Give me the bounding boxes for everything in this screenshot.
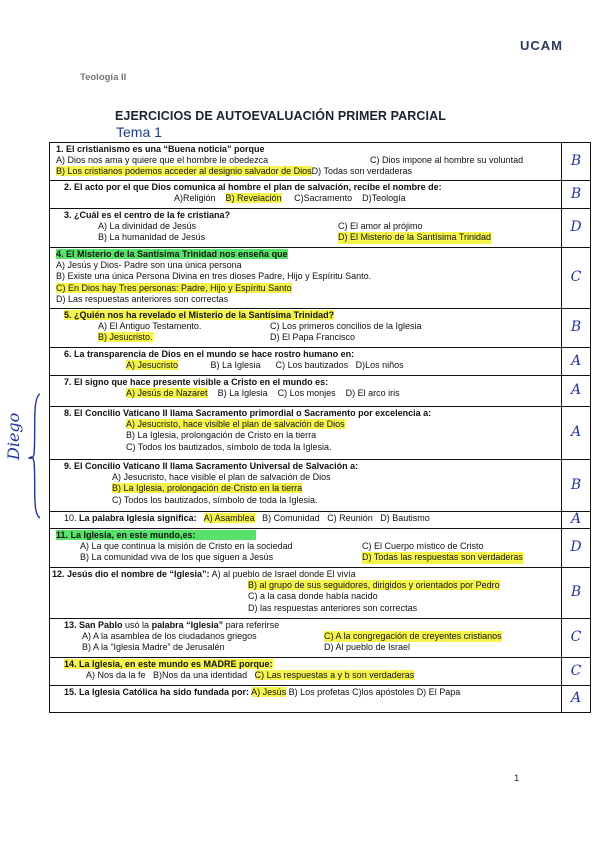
option-a: A) Asamblea xyxy=(203,513,255,523)
question-11 xyxy=(50,529,590,568)
question-stem: 4. El Misterio de la Santísima Trinidad nos enseña que xyxy=(56,249,288,259)
option-d: D) El Misterio de la Santísima Trinidad xyxy=(338,232,492,243)
option-b-row xyxy=(56,483,554,494)
margin-brace-icon xyxy=(28,392,42,520)
option-a: A) Jesucristo, hace visible el plan de salvación de Dios xyxy=(126,419,345,430)
question-stem: 8. El Concilio Vaticano II llama Sacramento primordial o Sacramento por excelencia a: xyxy=(64,408,432,418)
quiz-table xyxy=(49,142,591,713)
options-row xyxy=(56,360,554,371)
handwritten-answer: A xyxy=(561,686,590,712)
options-row xyxy=(56,670,554,681)
options-row xyxy=(56,232,554,243)
option-a: A)Religión xyxy=(174,193,216,204)
question-stem: 5. ¿Quién nos ha revelado el Misterio de la Santísima Trinidad? xyxy=(64,310,335,320)
question-stem: 6. La transparencia de Dios en el mundo se hace rostro humano en: xyxy=(64,349,355,359)
options-row xyxy=(56,541,554,552)
option-c: C) Los monjes xyxy=(277,388,336,399)
option-a: A) La que continua la misión de Cristo en la sociedad xyxy=(80,541,293,552)
question-stem: 12. Jesús dio el nombre de “Iglesia”: xyxy=(52,569,210,579)
option-c-row xyxy=(56,283,554,294)
handwritten-answer: D xyxy=(561,209,590,247)
option-c: C) En Dios hay Tres personas: Padre, Hijo y Espíritu Santo xyxy=(56,282,292,293)
question-9 xyxy=(50,460,590,512)
option-b: B) La Iglesia, prolongación de Cristo en la tierra xyxy=(126,430,317,441)
option-b: B) La Iglesia, prolongación de Cristo en la tierra xyxy=(112,483,303,494)
question-stem: 1. El cristianismo es una “Buena noticia” porque xyxy=(56,144,265,154)
question-3 xyxy=(50,209,590,248)
option-a: A) Jesús xyxy=(251,687,287,697)
option-d: D) Al pueblo de Israel xyxy=(324,642,411,653)
options-row xyxy=(56,221,554,232)
option-b: B) al grupo de sus seguidores, dirigidos y orientados por Pedro xyxy=(248,580,500,591)
handwritten-answer: C xyxy=(561,658,590,685)
question-1 xyxy=(50,143,590,181)
question-stem: 13. San Pablo usó la palabra “Iglesia” para referirse xyxy=(64,620,280,630)
option-d: D)Los niños xyxy=(355,360,404,371)
option-c: C) Los primeros concilios de la Iglesia xyxy=(270,321,422,332)
handwritten-answer: C xyxy=(561,248,590,308)
options-row xyxy=(56,193,554,204)
question-8 xyxy=(50,407,590,460)
option-d: D) Todas son verdaderas xyxy=(311,166,413,177)
option-b: B) La Iglesia xyxy=(210,360,261,371)
handwritten-answer: C xyxy=(561,619,590,657)
options-row xyxy=(56,631,554,642)
question-2 xyxy=(50,181,590,209)
option-c: C) a la casa donde había nacido xyxy=(248,591,378,602)
option-a: A) El Antiguo Testamento. xyxy=(98,321,202,332)
option-d: D) Bautismo xyxy=(380,513,430,523)
option-d: D) El Papa Francisco xyxy=(270,332,356,343)
option-c: C) Dios impone al hombre su voluntad xyxy=(370,155,524,166)
option-b: B) Jesucristo. xyxy=(98,332,153,343)
option-a: A) La divinidad de Jesús xyxy=(98,221,197,232)
handwritten-answer: A xyxy=(561,376,590,406)
option-b-row xyxy=(52,580,554,591)
margin-handwritten-note: Diego xyxy=(4,412,23,460)
option-a: A) Jesucristo xyxy=(126,360,179,371)
option-a: A) Jesús de Nazaret xyxy=(126,388,208,399)
question-stem: 9. El Concilio Vaticano II llama Sacramento Universal de Salvación a: xyxy=(64,461,359,471)
handwritten-answer: D xyxy=(561,529,590,567)
option-b: B) Los profetas xyxy=(288,687,350,697)
question-14 xyxy=(50,658,590,686)
question-stem: 2. El acto por el que Dios comunica al hombre el plan de salvación, recibe el nombre de: xyxy=(64,182,442,192)
page-title: EJERCICIOS DE AUTOEVALUACIÓN PRIMER PARCIAL xyxy=(115,109,446,123)
question-4 xyxy=(50,248,590,309)
option-d: D) El arco iris xyxy=(345,388,400,399)
option-d: D) Todas las respuestas son verdaderas xyxy=(362,552,523,563)
options-row xyxy=(56,332,554,343)
option-b: B)Nos da una identidad xyxy=(153,670,248,681)
question-stem: 14. La Iglesia, en este mundo es MADRE porque: xyxy=(64,659,273,669)
handwritten-answer: A xyxy=(561,512,590,528)
question-number: 10. xyxy=(64,513,77,523)
question-5 xyxy=(50,309,590,348)
option-c: C) El amor al prójimo xyxy=(338,221,423,232)
options-row xyxy=(56,155,554,166)
option-c: C) Todos los bautizados, símbolo de toda la Iglesia. xyxy=(112,494,318,505)
options-row xyxy=(56,642,554,653)
option-a: A) Jesucristo, hace visible el plan de salvación de Dios xyxy=(112,472,331,483)
handwritten-answer: A xyxy=(561,407,590,459)
handwritten-answer: B xyxy=(561,568,590,618)
option-a: A) A la asamblea de los ciudadanos griegos xyxy=(82,631,257,642)
question-stem: 15. La Iglesia Católica ha sido fundada por: xyxy=(64,687,250,697)
option-b: B) Revelación xyxy=(225,193,282,204)
option-a: A) Jesús y Dios- Padre son una única persona xyxy=(56,260,242,271)
options-row xyxy=(56,513,554,524)
question-6 xyxy=(50,348,590,376)
option-c: C)los apóstoles xyxy=(352,687,415,697)
option-a-row xyxy=(56,419,554,430)
option-c: C) Las respuestas a y b son verdaderas xyxy=(254,670,415,681)
question-stem: 3. ¿Cuál es el centro de la fe cristiana? xyxy=(64,210,231,220)
option-a: A) al pueblo de Israel donde El vivía xyxy=(211,569,356,579)
option-b: B) La Iglesia xyxy=(217,388,268,399)
option-b: B) Los cristianos podemos acceder al designio salvador de Dios xyxy=(56,166,312,177)
question-stem: 11. La Iglesia, en este mundo,es: xyxy=(56,530,554,541)
option-c: C) Todos los bautizados, símbolo de toda la Iglesia. xyxy=(126,441,332,452)
option-d: D) El Papa xyxy=(416,687,461,697)
option-b: B) La comunidad viva de los que siguen a Jesús xyxy=(80,552,274,563)
option-d: D)Teología xyxy=(362,193,406,204)
option-d: D) Las respuestas anteriores son correctas xyxy=(56,293,229,304)
options-row xyxy=(56,321,554,332)
options-row xyxy=(56,166,554,177)
question-12 xyxy=(50,568,590,619)
options-row xyxy=(52,569,554,580)
handwritten-answer: B xyxy=(561,309,590,347)
option-c: C) A la congregación de creyentes cristianos xyxy=(324,631,502,642)
tema-heading: Tema 1 xyxy=(116,124,162,140)
option-c: C)Sacramento xyxy=(294,193,353,204)
option-d: D) las respuestas anteriores son correctas xyxy=(248,602,418,613)
question-13 xyxy=(50,619,590,658)
question-stem: 7. El signo que hace presente visible a Cristo en el mundo es: xyxy=(64,377,329,387)
question-15 xyxy=(50,686,590,713)
question-7 xyxy=(50,376,590,407)
handwritten-answer: A xyxy=(561,348,590,375)
option-a: A) Nos da la fe xyxy=(86,670,146,681)
handwritten-answer: B xyxy=(561,460,590,511)
option-c: C) El Cuerpo místico de Cristo xyxy=(362,541,484,552)
option-b: B) A la “Iglesia Madre” de Jerusalén xyxy=(82,642,225,653)
handwritten-answer: B xyxy=(561,143,590,180)
options-row xyxy=(56,552,554,563)
subject-label: Teología II xyxy=(80,72,127,83)
option-a: A) Dios nos ama y quiere que el hombre le obedezca xyxy=(56,155,269,166)
page-number: 1 xyxy=(514,773,520,784)
ucam-logo: UCAM xyxy=(520,38,563,53)
question-stem: La palabra Iglesia significa: xyxy=(79,513,197,523)
handwritten-answer: B xyxy=(561,181,590,208)
question-10 xyxy=(50,512,590,529)
option-c: C) Reunión xyxy=(327,513,373,523)
options-row xyxy=(56,687,554,698)
option-b: B) La humanidad de Jesús xyxy=(98,232,206,243)
option-b: B) Existe una única Persona Divina en tres dioses Padre, Hijo y Espíritu Santo. xyxy=(56,271,372,282)
option-c: C) Los bautizados xyxy=(275,360,349,371)
option-b: B) Comunidad xyxy=(262,513,320,523)
options-row xyxy=(56,388,554,399)
